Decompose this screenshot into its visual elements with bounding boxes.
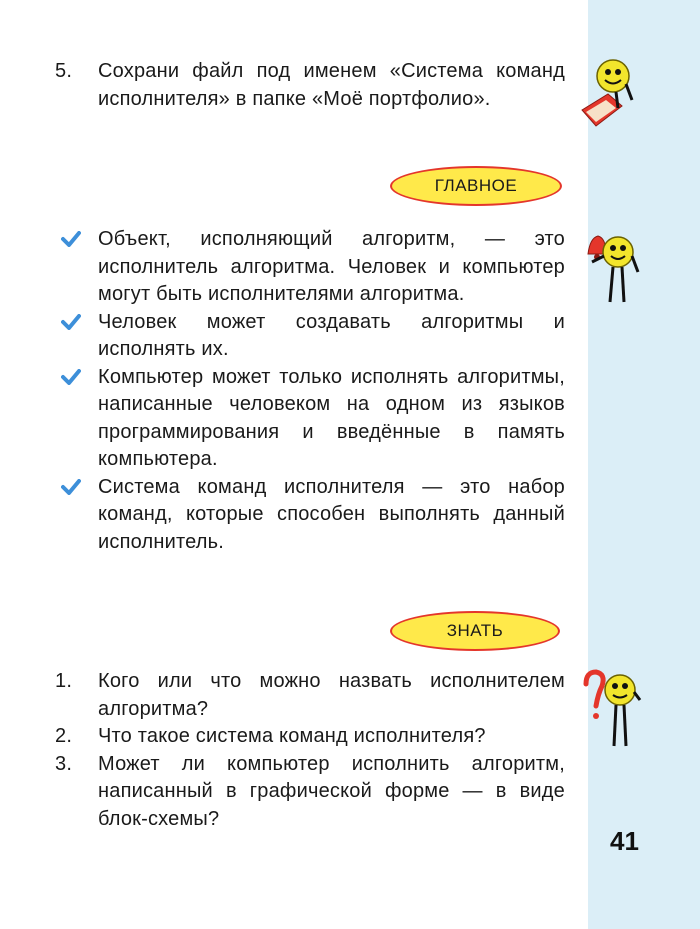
main-point-text: Объект, исполняющий алгоритм, — это исполнитель алгоритма. Человек и компьютер могут быть исполнителями алгоритма. [98, 228, 565, 305]
page-margin-strip [588, 0, 700, 929]
main-point-text: Система команд исполнителя — это набор команд, которые способен выполнять данный исполнитель. [98, 475, 565, 553]
smiley-bell-icon [582, 226, 642, 310]
main-label-badge: ГЛАВНОЕ [390, 166, 562, 206]
checkmark-icon [55, 364, 98, 394]
checkmark-icon [55, 226, 98, 256]
main-point-text: Человек может создавать алгоритмы и исполнять их. [98, 310, 565, 360]
smiley-computer-icon [578, 52, 638, 132]
question-number: 3. [55, 752, 73, 775]
checkmark-icon [55, 474, 98, 504]
question-item [55, 668, 565, 723]
main-points-list [55, 226, 565, 556]
task-5 [55, 58, 565, 113]
question-text: Может ли компьютер исполнить алгоритм, написанный в графической форме — в виде блок-схемы? [98, 752, 565, 830]
question-text: Кого или что можно назвать исполнителем алгоритма? [98, 670, 565, 720]
checkmark-icon [55, 309, 98, 339]
main-point-text: Компьютер может только исполнять алгоритмы, написанные человеком на одном из языков программирования и введённые в память компьютера. [98, 365, 565, 470]
main-point [55, 226, 565, 309]
question-number: 2. [55, 725, 73, 747]
question-item [55, 723, 565, 751]
questions-list [55, 668, 565, 833]
main-point [55, 309, 565, 364]
question-item [55, 751, 565, 834]
question-number: 1. [55, 670, 73, 692]
question-text: Что такое система команд исполнителя? [98, 725, 486, 747]
know-label-badge: ЗНАТЬ [390, 611, 560, 651]
smiley-question-icon [578, 668, 644, 754]
task-text: Сохрани файл под именем «Система команд исполнителя» в папке «Моё портфолио». [98, 60, 565, 110]
task-number: 5. [55, 60, 73, 82]
main-point [55, 474, 565, 557]
main-point [55, 364, 565, 474]
page-number: 41 [610, 826, 639, 856]
